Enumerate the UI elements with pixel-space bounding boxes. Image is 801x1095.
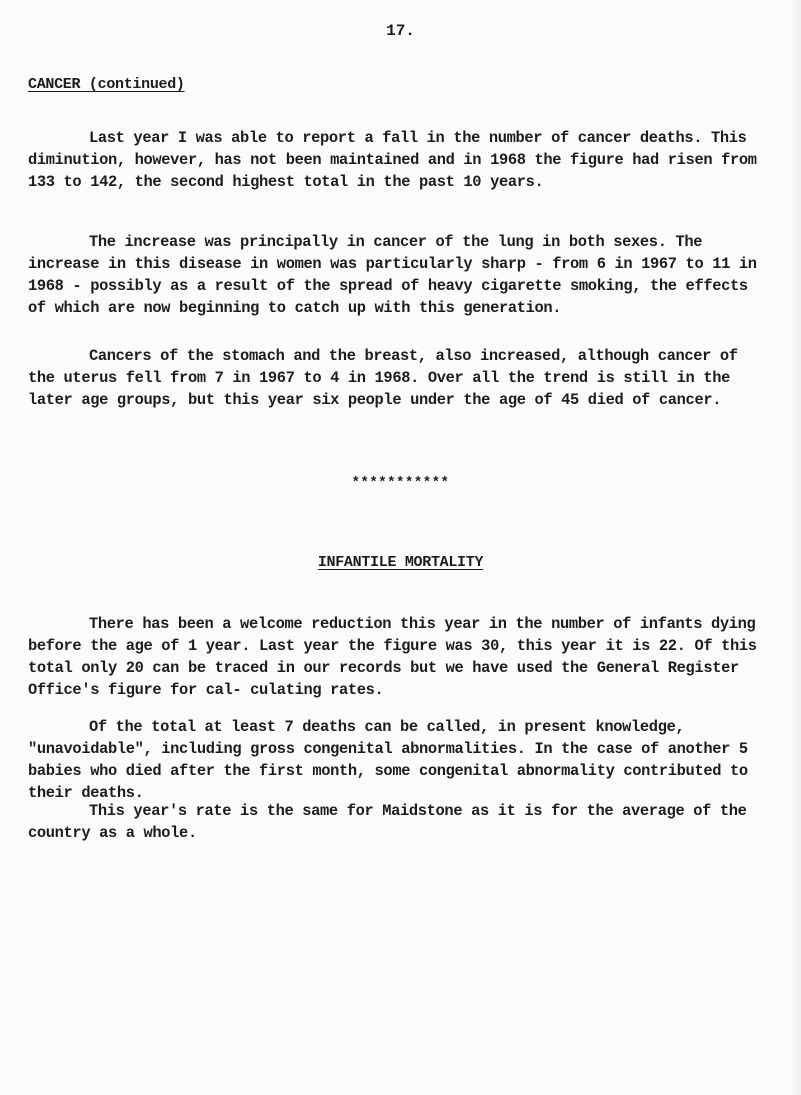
sub-heading-infantile-mortality [0,554,801,571]
paragraph-stomach-breast: Cancers of the stomach and the breast, also increased, although cancer of the uterus fell from 7 in 1967 to 4 in 1968. Over all the trend is still in the later age groups, but this year six people under the age of 45 died of cancer. [28,347,738,409]
page-number: 17. [386,22,415,40]
paragraph-lung-cancer: The increase was principally in cancer of the lung in both sexes. The increase in this disease in women was particularly sharp - from 6 in 1967 to 11 in 1968 - possibly as a result of the spread of heavy cigarette smoking, the effects of which are now beginning to catch up with this generation. [28,233,757,317]
section-heading: CANCER (continued) [28,76,185,93]
sub-heading-text: INFANTILE MORTALITY [317,554,484,571]
paragraph-cancer-deaths: Last year I was able to report a fall in the number of cancer deaths. This diminution, however, has not been maintained and in 1968 the figure had risen from 133 to 142, the second highest total in the past 10 years. [28,129,757,191]
scan-edge-shadow [791,0,801,1095]
paragraph-infant-reduction: There has been a welcome reduction this year in the number of infants dying before the age of 1 year. Last year the figure was 30, this year it is 22. Of this total only 20 can be traced in our records but we have used the General Register Office's figure for cal- culating rates. [28,615,757,699]
paragraph-maidstone-rate: This year's rate is the same for Maidstone as it is for the average of the country as a whole. [28,802,747,842]
paragraph-unavoidable-deaths: Of the total at least 7 deaths can be called, in present knowledge, "unavoidable", including gross congenital abnormalities. In the case of another 5 babies who died after the first month, some congenital abnormality contributed to their deaths. [28,718,748,802]
asterisk-divider: *********** [351,475,450,491]
